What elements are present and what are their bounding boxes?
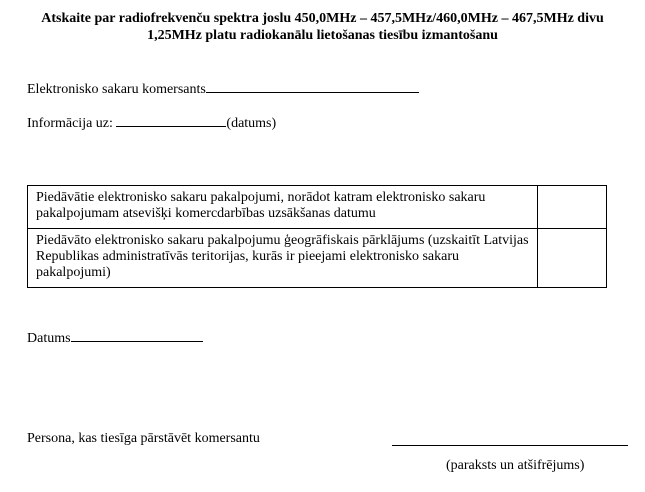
document-title xyxy=(0,10,645,44)
table-cell-services: Piedāvātie elektronisko sakaru pakalpojumi, norādot katram elektronisko sakaru pakalpojumam atsevišķi komercdarbības uzsākšanas datumu xyxy=(28,186,538,229)
table-row xyxy=(28,229,607,288)
info-label: Informācija uz: xyxy=(27,116,113,131)
table-cell-coverage: Piedāvāto elektronisko sakaru pakalpojumu ģeogrāfiskais pārklājums (uzskaitīt Latvijas Republikas administratīvās teritorijas, kurās ir pieejami elektronisko sakaru pakalpojumi) xyxy=(28,229,538,288)
table-row xyxy=(28,186,607,229)
info-suffix: (datums) xyxy=(226,116,277,131)
table-cell-coverage-value[interactable] xyxy=(538,229,607,288)
date-blank[interactable] xyxy=(71,328,203,342)
signature-line[interactable] xyxy=(392,445,628,446)
table-cell-services-value[interactable] xyxy=(538,186,607,229)
operator-label: Elektronisko sakaru komersants xyxy=(27,82,206,97)
operator-blank[interactable] xyxy=(206,79,419,93)
date-label: Datums xyxy=(27,331,71,346)
operator-field xyxy=(27,79,419,98)
signature-caption: (paraksts un atšifrējums) xyxy=(446,458,585,473)
info-table xyxy=(27,185,607,288)
date-field xyxy=(27,328,203,347)
title-line-2: 1,25MHz platu radiokanālu lietošanas tiesību izmantošanu xyxy=(147,28,498,43)
representative-label: Persona, kas tiesīga pārstāvēt komersantu xyxy=(27,431,260,446)
title-line-1: Atskaite par radiofrekvenču spektra joslu 450,0MHz – 457,5MHz/460,0MHz – 467,5MHz divu xyxy=(41,11,604,26)
info-date-blank[interactable] xyxy=(116,113,226,127)
representative-field xyxy=(27,430,260,447)
info-date-field xyxy=(27,113,276,132)
